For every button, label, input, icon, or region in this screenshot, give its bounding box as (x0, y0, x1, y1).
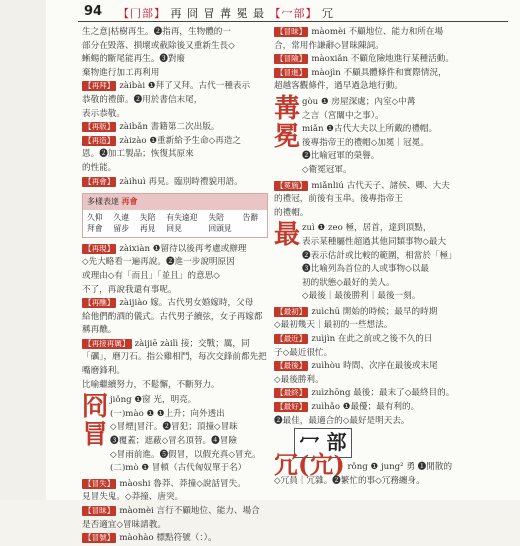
entry-line: 【冒失】 màoshi 魯莽、莽撞◇說話冒失。 (84, 478, 246, 489)
entry-tag: 【冒失】 (84, 478, 115, 488)
line: 的禮冠，前後有玉串。後專指帝王 (274, 194, 403, 205)
line: 的禮帽。 (274, 207, 309, 218)
page-header (78, 4, 508, 22)
entry-line: 【最終】 zuìzhōng 最後；最末了◇最終目的。 (276, 388, 455, 399)
headword-char: 冕 (274, 121, 301, 152)
entry-tag: 【再版】 (84, 122, 115, 132)
header-last-char: 冗 (321, 7, 334, 20)
entry-tag: 【最近】 (276, 334, 307, 344)
left-column (82, 26, 268, 546)
entry-line: 【冒昧】 màomèi 言行不顧地位、能力、場合 (84, 506, 260, 516)
entry-line: 【冒進】 màojìn 不顧具體條件和實際情況， (276, 67, 447, 78)
entry-tag: 【冕旒】 (276, 180, 307, 190)
headword-block: 冏 冒 jiǒng ❶窗 光，明亮。 (一)mào ❶ ❶上升；向外透出 ◇冒煙|冒汗。❷冒犯；頂撞◇冒昧 ❸覆蓋；遮蔽◇冒名頂替。❹冒險 ◇冒雨前進。❺假冒，以假充真◇冒充。 (二)mò ❶ 冒頓（古代匈奴單于名） (82, 392, 261, 474)
line: 「礪」，磨刀石。指公雞相鬥，每次交鋒前都先把嘴磨鋒利。 (82, 352, 267, 377)
headword-char: 最 (274, 220, 301, 251)
synonym-word: 回見 (166, 223, 182, 233)
synonym-word: 告辭 (242, 212, 259, 222)
headword-block: 冗(宂) rǒng ❶ jung² 勇 ❶閒散的 ◇冗員｜冗雜。❷繁忙的事◇冗務纏身。 (274, 450, 453, 486)
synonym-word: 回頭見 (208, 223, 232, 233)
entry-tag: 【冒險】 (276, 54, 307, 64)
synonym-rows (83, 210, 267, 237)
line: ◇先大略看一遍再說。❷進一步說明原因 (82, 257, 235, 268)
entry-line: 【再版】 zàibǎn 書籍第二次出版。 (84, 122, 220, 133)
line: ◇最後勝利。 (274, 374, 324, 385)
entry-tag: 【最後】 (276, 361, 307, 371)
line: 比喻繼續努力，不鬆懈，不斷努力。 (82, 379, 220, 390)
page-margin (0, 0, 46, 500)
line: 的性能。 (82, 162, 117, 173)
header-radical-right: 【冖部】 (269, 7, 318, 20)
header-chars: 再 冏 冒 冓 冕 最 (170, 7, 265, 20)
synonym-title: 多樣表達 再會 (83, 194, 267, 210)
entry-line: 【冒號】 màohào 標點符號（：）。 (84, 533, 217, 544)
entry-tag: 【再造】 (84, 135, 115, 145)
line: 不了，再說我還有事呢。 (82, 284, 177, 295)
line: 或理由◇有「而且」「並且」的意思◇ (82, 270, 220, 281)
line: 合，常用作謙辭◇冒昧陳詞。 (274, 40, 384, 51)
entry-line: 【最後】 zuìhòu 時間、次序在最後或末尾 (276, 361, 438, 372)
line: 部分在毀落、損壞或截除後又重新生長◇ (82, 40, 235, 51)
synonym-word: 拜會 (87, 223, 103, 233)
entry-line: 【冒險】 màoxiǎn 不顧危險地進行某種活動。 (276, 54, 454, 65)
header-radical-left: 【冂部】 (118, 7, 166, 20)
line: 超越客觀條件，過早過急地行動。 (274, 81, 403, 92)
synonym-word: 久違 (113, 212, 130, 222)
entry-line: 【再接再厲】 zàijiē zàilì 接；交戰；厲，同 (84, 338, 250, 349)
synonym-word: 有失遠迎 (166, 212, 198, 222)
entry-tag: 【再會】 (84, 176, 115, 186)
headword-block: 最 zuì ❶ zeo 極，居首，達到頂點， 表示某種屬性超過其他同類事物◇最大 ❷表示估計或比較的範圍，相當於「極」 ❸比喻列為首位的人或事物◇以最 初的狀態◇最好的美人。 ◇最後｜最後勝利｜最後一刻。 (274, 220, 457, 302)
line: ❷最佳，最適合的◇最好是明天去。 (274, 415, 410, 426)
entry-tag: 【冒昧】 (84, 506, 115, 515)
entry-line: 【再造】 zàizào ❶重新給予生命◇再造之 (84, 135, 241, 146)
entry-line: 【最初】 zuìchū 開始的時候；最早的時期 (276, 306, 438, 317)
synonym-word: 失陪 (208, 212, 224, 222)
section-heading: 冖 部 (294, 428, 352, 458)
line: 生之意|枯樹再生。❷指再，生物體的一 (82, 27, 231, 37)
right-column (274, 26, 508, 428)
entry-tag: 【冒昧】 (276, 27, 307, 36)
entry-line: 【冒昧】 màomèi 不顧地位、能力和所在場 (276, 27, 444, 37)
entry-line: 【再拜】 zàibài ❶拜了又拜。古代一種表示 (84, 81, 251, 92)
synonym-word: 留步 (113, 223, 130, 233)
entry-line: 【再現】 zàixiàn ❶留待以後再考慮或辦理 (84, 243, 247, 254)
line: ◇最初幾天｜最初的一些想法。 (274, 320, 393, 331)
entry-tag: 【冒進】 (276, 67, 307, 77)
line: 子◇最近很忙。 (274, 347, 333, 358)
entry-line: 【再會】 zàihuì 再見。臨別時禮貌用語。 (84, 176, 243, 187)
entry-tag: 【再醮】 (84, 298, 115, 308)
entry-tag: 【最好】 (276, 402, 307, 412)
synonym-word (243, 223, 263, 234)
entry-line: 【最近】 zuìjìn 在此之前或之後不久的日 (276, 334, 433, 345)
line: 恭敬的禮節。❷用於書信末尾， (82, 94, 203, 105)
synonym-word: 久仰 (87, 212, 103, 222)
entry-tag: 【再接再厲】 (84, 338, 130, 348)
line: 恩。❷加工製品；恢復其原來 (82, 149, 194, 160)
line: 棄物進行加工再利用 (82, 67, 160, 78)
entry-tag: 【最終】 (276, 388, 307, 398)
entry-line: 【最好】 zuìhǎo ❶最優；最有利的。 (276, 402, 420, 413)
line: 表示恭敬。 (82, 108, 125, 119)
headword-char: 冓 (274, 93, 301, 124)
line: 見冒失鬼。◇莽撞、唐突。 (82, 492, 184, 503)
headword-char: 冏 (82, 392, 109, 423)
headword-char: 冗(宂) (274, 450, 345, 479)
entry-tag: 【冒號】 (84, 533, 115, 543)
entry-line: 【冕旒】 miǎnliú 古代天子、諸侯、卿、大夫 (276, 180, 450, 191)
entry-tag: 【最初】 (276, 306, 307, 316)
header-title (118, 5, 334, 21)
headword-char: 冒 (82, 420, 109, 451)
line: 蜥蜴的斷尾能再生。❸對廢 (82, 54, 186, 65)
page-number: 94 (84, 4, 103, 19)
entry-line: 【再醮】 zàijiào 嫁。古代男女婚嫁時，父母 (84, 298, 254, 309)
entry-tag: 【再拜】 (84, 81, 115, 91)
synonym-table (82, 193, 268, 238)
line: 給他們酌酒的儀式。古代男子續弦，女子再嫁都稱再醮。 (82, 311, 263, 336)
headword-block: 冓 冕 gòu ❶ 房屋深處；內室◇中冓 之言（宮闈中之事）。 miǎn ❶古代大夫以上所戴的禮帽。 後專指帝王的禮帽◇加冕｜冠冕。 ❷比喻冠軍的榮譽。 ◇衛冕冠軍。 (274, 93, 438, 175)
synonym-word: 失陪 (139, 212, 156, 222)
synonym-word: 再見 (139, 223, 156, 233)
line: 是否適宜◇冒昧請教。 (82, 519, 166, 530)
entry-tag: 【再現】 (84, 243, 115, 253)
synonym-head: 再會 (121, 196, 138, 207)
